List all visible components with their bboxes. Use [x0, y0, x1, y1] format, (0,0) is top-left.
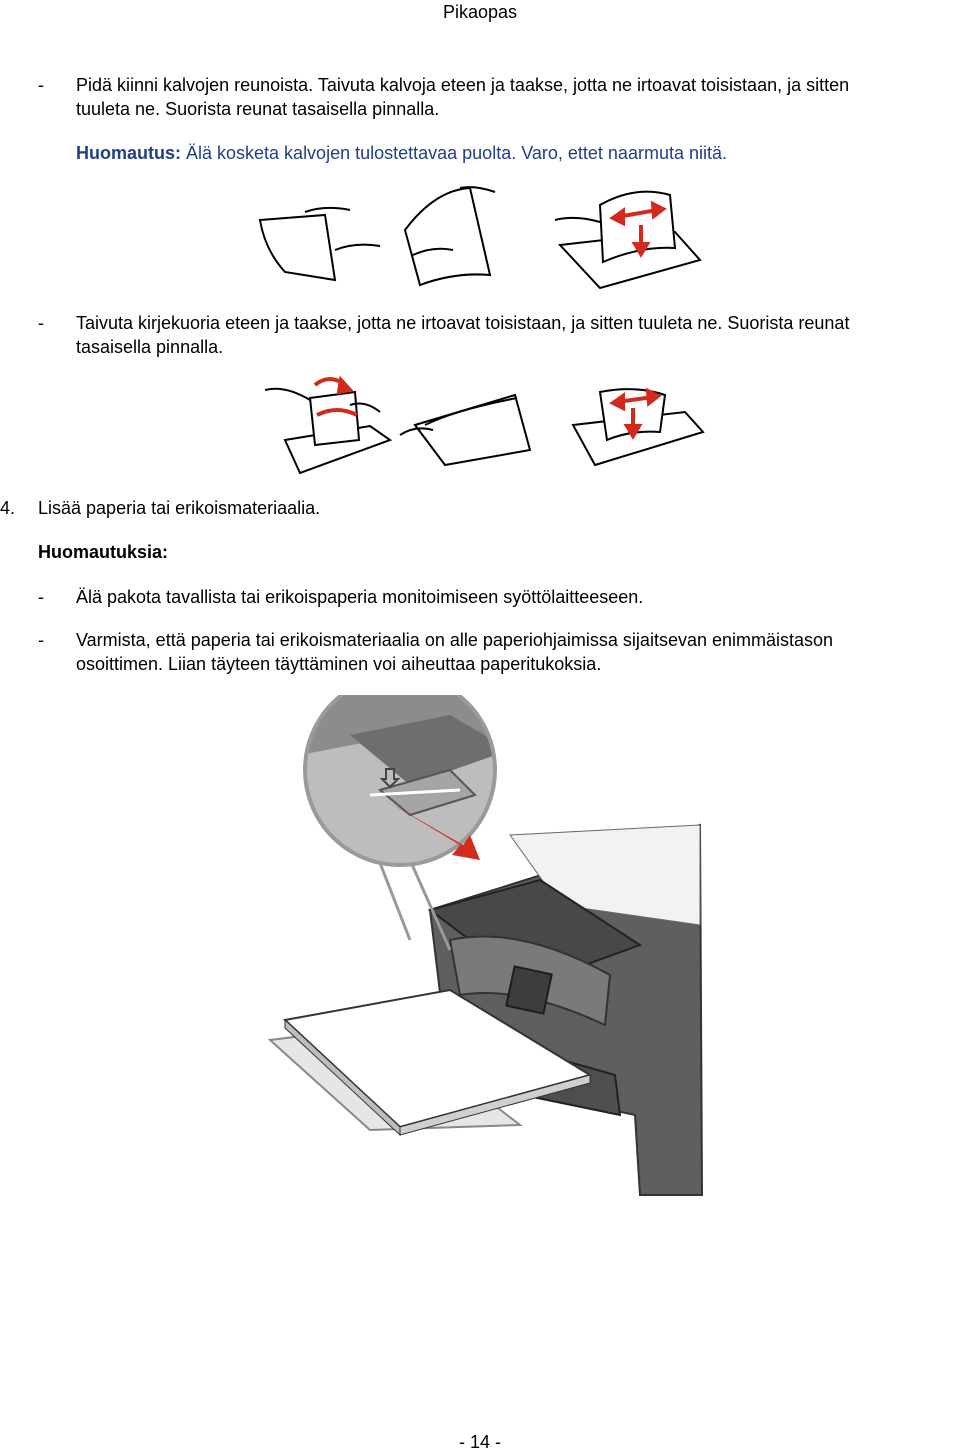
note-label: Huomautus:: [76, 143, 181, 163]
flex-transparencies-illustration: [255, 180, 705, 290]
note-item: Älä pakota tavallista tai erikoispaperia monitoimiseen syöttölaitteeseen.: [76, 587, 644, 607]
instruction-line: Pidä kiinni kalvojen reunoista. Taivuta kalvoja eteen ja taakse, jotta ne irtoavat toisistaan, ja sitten: [76, 75, 850, 95]
instruction-line: Taivuta kirjekuoria eteen ja taakse, jotta ne irtoavat toisistaan, ja sitten tuuleta ne. Suorista reunat: [76, 313, 850, 333]
bullet: -: [38, 75, 44, 95]
page-number: - 14 -: [458, 1432, 501, 1452]
bullet: -: [38, 313, 44, 333]
step-number: 4.: [0, 498, 16, 518]
mp-feeder-illustration: [260, 695, 710, 1220]
step-text: Lisää paperia tai erikoismateriaalia.: [38, 498, 321, 518]
page-header: Pikaopas: [442, 2, 518, 22]
instruction-line: tasaisella pinnalla.: [76, 337, 224, 357]
fan-envelopes-illustration: [255, 370, 705, 480]
bullet: -: [38, 630, 44, 650]
notes-heading: Huomautuksia:: [38, 542, 169, 562]
instruction-line: tuuleta ne. Suorista reunat tasaisella pinnalla.: [76, 99, 440, 119]
note: [76, 143, 727, 164]
bullet: -: [38, 587, 44, 607]
note-item: osoittimen. Liian täyteen täyttäminen voi aiheuttaa paperitukoksia.: [76, 654, 602, 674]
note-text: Älä kosketa kalvojen tulostettavaa puolta. Varo, ettet naarmuta niitä.: [181, 143, 727, 163]
note-item: Varmista, että paperia tai erikoismateriaalia on alle paperiohjaimissa sijaitsevan enimmäistason: [76, 630, 834, 650]
